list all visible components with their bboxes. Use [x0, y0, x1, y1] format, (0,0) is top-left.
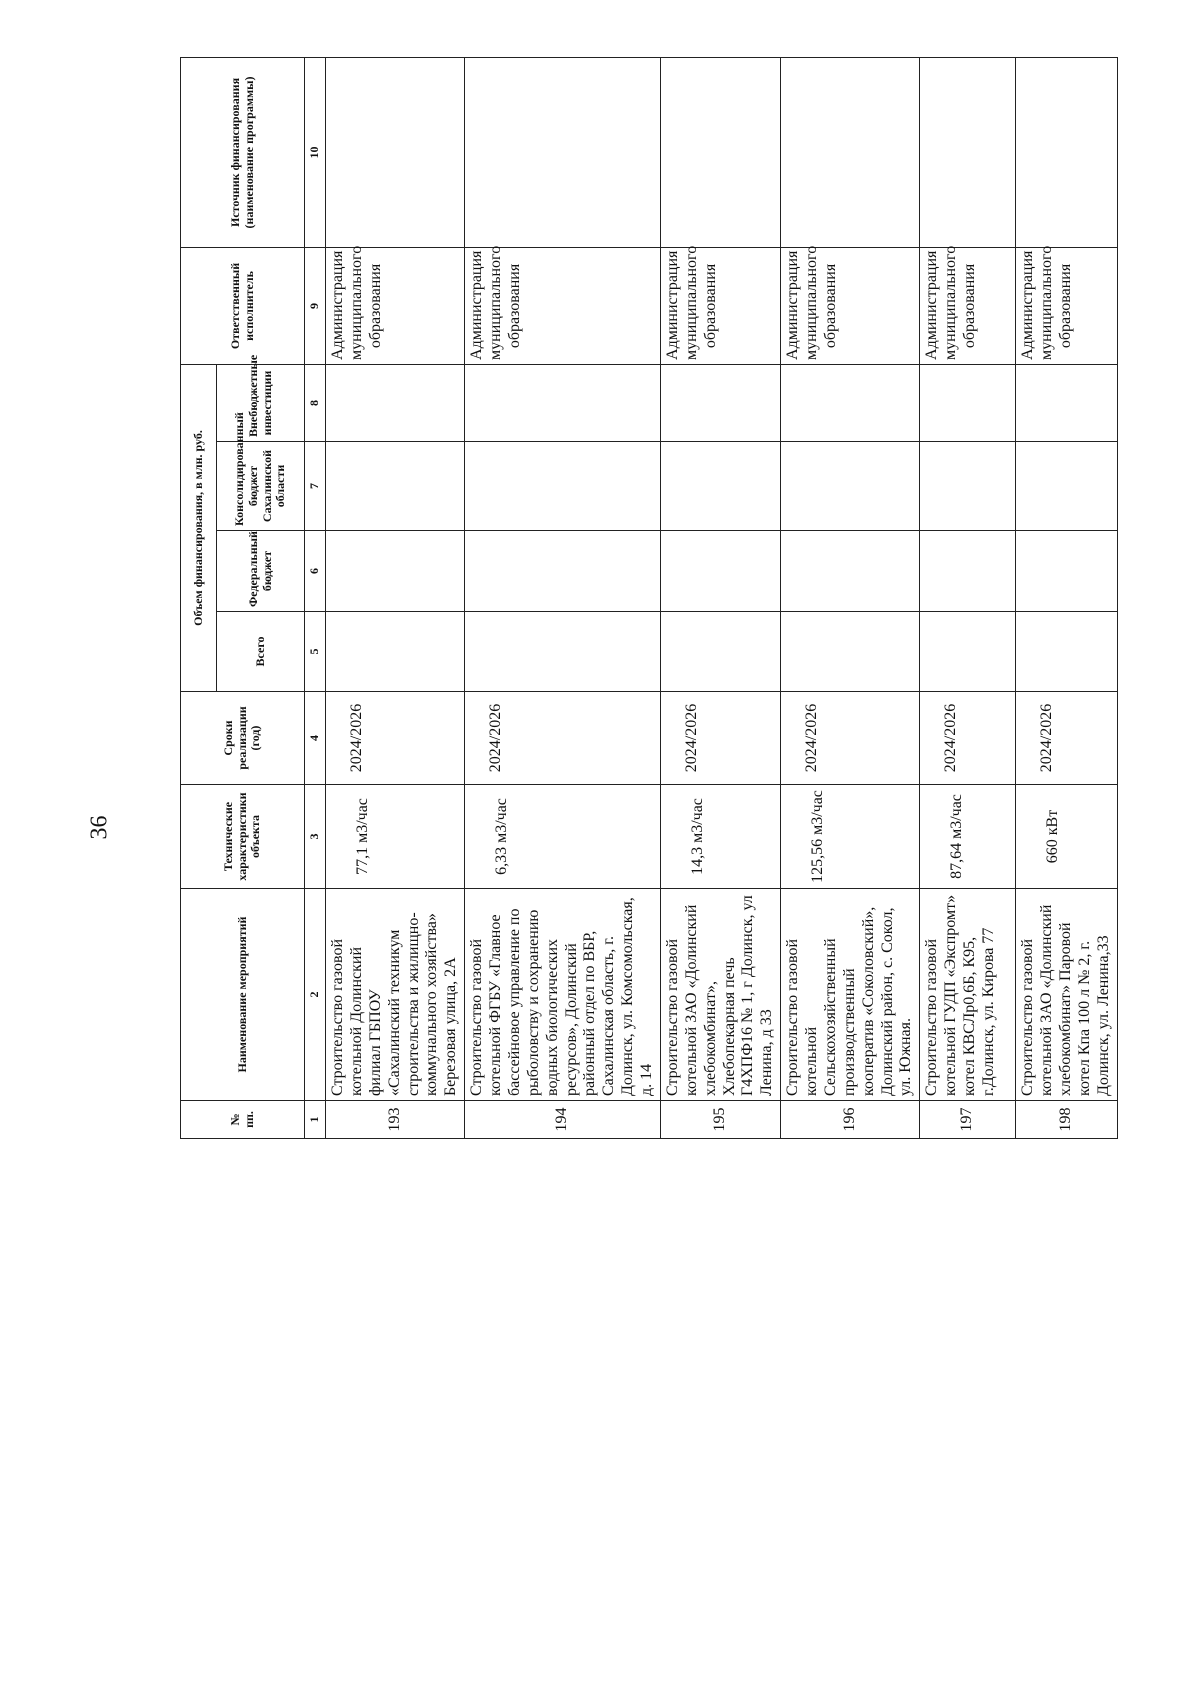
- extra-cell: [781, 364, 920, 441]
- tech-characteristics: 125,56 м3/час: [781, 785, 920, 889]
- implementation-terms: 2024/2026: [1016, 692, 1117, 785]
- source-cell: [781, 57, 920, 247]
- tech-characteristics: 6,33 м3/час: [465, 785, 661, 889]
- event-name: Строительство газовой котельной ФГБУ «Главное бассейновое управление по рыболовству и сохранению водных биологических ресурсов», Долинский районный отдел по ВБР, Сахалинская область, г. Долинск, ул. Комсомольская, д. 14: [465, 889, 661, 1101]
- header-name: Наименование мероприятий: [181, 889, 305, 1101]
- extra-cell: [326, 364, 465, 441]
- source-cell: [465, 57, 661, 247]
- event-name: Строительство газовой котельной ЗАО «Долинский хлебокомбинат» Паровой котел Кпа 100 л № 2, г. Долинск, ул. Ленина,33: [1016, 889, 1117, 1101]
- implementation-terms: 2024/2026: [465, 692, 661, 785]
- federal-cell: [660, 531, 780, 612]
- header-extra: Внебюджетные инвестиции: [217, 364, 305, 441]
- column-number: 1: [305, 1101, 326, 1139]
- header-executor: Ответственный исполнитель: [181, 247, 305, 364]
- executor: Администрация муниципального образования: [465, 247, 661, 364]
- consolidated-cell: [326, 442, 465, 531]
- table-row: [781, 57, 920, 1138]
- tech-characteristics: 87,64 м3/час: [920, 785, 1016, 889]
- tech-characteristics: 14,3 м3/час: [660, 785, 780, 889]
- row-number: 198: [1016, 1101, 1117, 1139]
- row-number: 196: [781, 1101, 920, 1139]
- header-tech: Технические характеристики объекта: [181, 785, 305, 889]
- column-number: 7: [305, 442, 326, 531]
- row-number: 194: [465, 1101, 661, 1139]
- executor: Администрация муниципального образования: [920, 247, 1016, 364]
- implementation-terms: 2024/2026: [660, 692, 780, 785]
- executor: Администрация муниципального образования: [781, 247, 920, 364]
- column-number: 3: [305, 785, 326, 889]
- source-cell: [660, 57, 780, 247]
- source-cell: [920, 57, 1016, 247]
- column-number: 6: [305, 531, 326, 612]
- total-cell: [781, 612, 920, 692]
- consolidated-cell: [781, 442, 920, 531]
- column-number: 9: [305, 247, 326, 364]
- total-cell: [920, 612, 1016, 692]
- event-name: Строительство газовой котельной ЗАО «Долинский хлебокомбинат», Хлебопекарная печь Г4ХПФ16 № 1, г Долинск, ул Ленина, д 33: [660, 889, 780, 1101]
- header-terms: Сроки реализации (год): [181, 692, 305, 785]
- consolidated-cell: [660, 442, 780, 531]
- total-cell: [1016, 612, 1117, 692]
- implementation-terms: 2024/2026: [781, 692, 920, 785]
- federal-cell: [326, 531, 465, 612]
- consolidated-cell: [465, 442, 661, 531]
- total-cell: [660, 612, 780, 692]
- tech-characteristics: 77,1 м3/час: [326, 785, 465, 889]
- executor: Администрация муниципального образования: [660, 247, 780, 364]
- federal-cell: [920, 531, 1016, 612]
- extra-cell: [920, 364, 1016, 441]
- column-number: 5: [305, 612, 326, 692]
- header-consolidated: Консолидированный бюджет Сахалинской области: [217, 442, 305, 531]
- table-row: [1016, 57, 1117, 1138]
- row-number: 195: [660, 1101, 780, 1139]
- table-row: [920, 57, 1016, 1138]
- source-cell: [326, 57, 465, 247]
- column-number: 10: [305, 57, 326, 247]
- extra-cell: [1016, 364, 1117, 441]
- extra-cell: [660, 364, 780, 441]
- header-num: № пп.: [181, 1101, 305, 1139]
- consolidated-cell: [1016, 442, 1117, 531]
- event-name: Строительство газовой котельной ГУДП «Экспромт» котел КВСЛр0,6Б, К95, г.Долинск, ул. Кирова 77: [920, 889, 1016, 1101]
- table-row: [660, 57, 780, 1138]
- column-number: 4: [305, 692, 326, 785]
- federal-cell: [1016, 531, 1117, 612]
- total-cell: [326, 612, 465, 692]
- table-row: [465, 57, 661, 1138]
- table-row: [326, 57, 465, 1138]
- header-source: Источник финансирования (наименование программы): [181, 57, 305, 247]
- source-cell: [1016, 57, 1117, 247]
- header-total: Всего: [217, 612, 305, 692]
- implementation-terms: 2024/2026: [920, 692, 1016, 785]
- tech-characteristics: 660 кВт: [1016, 785, 1117, 889]
- federal-cell: [465, 531, 661, 612]
- federal-cell: [781, 531, 920, 612]
- total-cell: [465, 612, 661, 692]
- header-federal: Федеральный бюджет: [217, 531, 305, 612]
- consolidated-cell: [920, 442, 1016, 531]
- rotated-table-container: [180, 58, 1112, 1139]
- implementation-terms: 2024/2026: [326, 692, 465, 785]
- row-number: 197: [920, 1101, 1016, 1139]
- event-name: Строительство газовой котельной Сельскохозяйственный производственный кооператив «Соколовский», Долинский район, с. Сокол, ул. Южная.: [781, 889, 920, 1101]
- event-name: Строительство газовой котельной Долинский филиал ГБПОУ «Сахалинский техникум строительства и жилищно-коммунального хозяйства» Березовая улица, 2А: [326, 889, 465, 1101]
- page-number: 36: [86, 815, 113, 840]
- executor: Администрация муниципального образования: [326, 247, 465, 364]
- executor: Администрация муниципального образования: [1016, 247, 1117, 364]
- extra-cell: [465, 364, 661, 441]
- column-number: 2: [305, 889, 326, 1101]
- row-number: 193: [326, 1101, 465, 1139]
- header-volume-group: Объем финансирования, в млн. руб.: [181, 364, 217, 691]
- financing-table: [180, 57, 1118, 1139]
- column-number: 8: [305, 364, 326, 441]
